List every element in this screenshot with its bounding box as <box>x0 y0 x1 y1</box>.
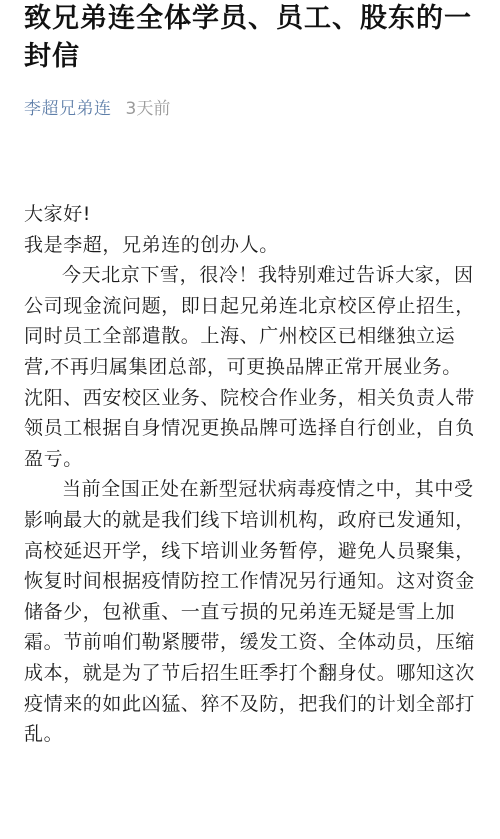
article-meta <box>24 94 478 118</box>
publish-time: 3天前 <box>125 98 171 119</box>
article-body <box>24 199 478 750</box>
body-paragraph: 当前全国正处在新型冠状病毒疫情之中，其中受影响最大的就是我们线下培训机构，政府已发通知，高校延迟开学，线下培训业务暂停，避免人员聚集，恢复时间根据疫情防控工作情况另行通知。这对资金储备少，包袱重、一直亏损的兄弟连无疑是雪上加霜。节前咱们勒紧腰带，缓发工资、全体动员，压缩成本，就是为了节后招生旺季打个翻身仗。哪知这次疫情来的如此凶猛、猝不及防，把我们的计划全部打乱。 <box>24 478 475 746</box>
body-paragraph: 今天北京下雪，很冷！我特别难过告诉大家，因公司现金流问题，即日起兄弟连北京校区停止招生，同时员工全部遣散。上海、广州校区已相继独立运营,不再归属集团总部，可更换品牌正常开展业务。沈阳、西安校区业务、院校合作业务，相关负责人带领员工根据自身情况更换品牌可选择自行创业，自负盈亏。 <box>24 264 475 470</box>
greeting-paragraph: 大家好! <box>24 203 92 225</box>
intro-paragraph: 我是李超，兄弟连的创办人。 <box>24 233 279 256</box>
author-link[interactable]: 李超兄弟连 <box>24 98 112 119</box>
article-title: 致兄弟连全体学员、员工、股东的一封信 <box>24 3 472 72</box>
